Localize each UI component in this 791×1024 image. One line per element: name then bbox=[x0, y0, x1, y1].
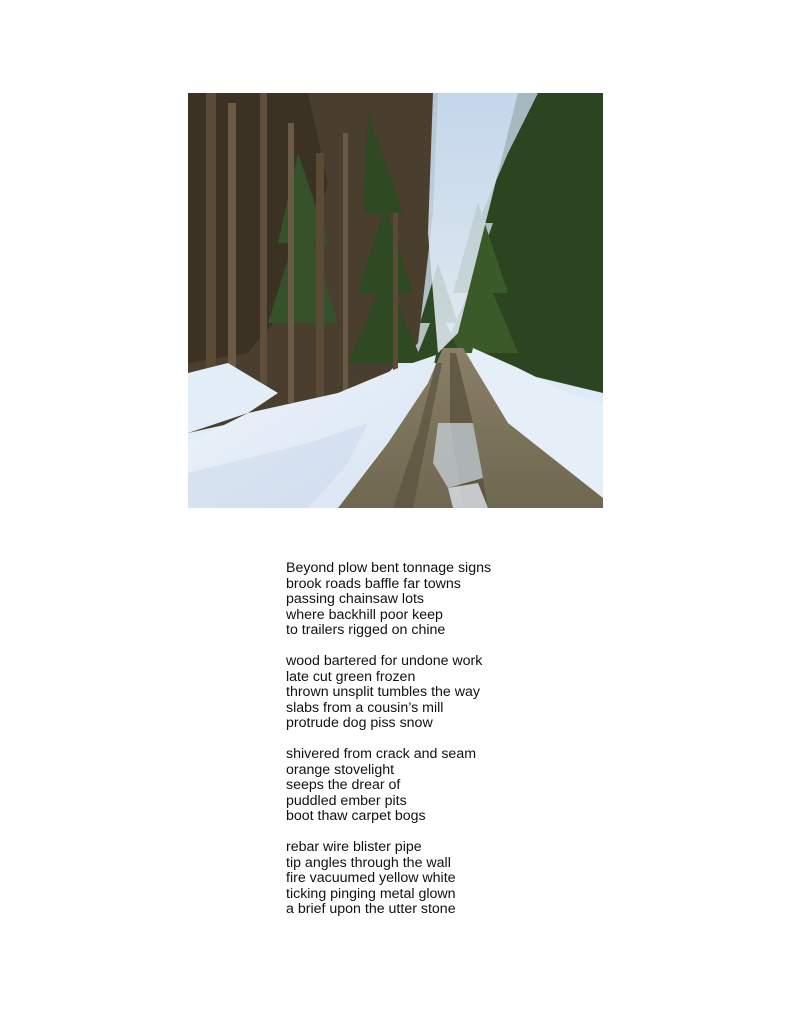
poem-line: passing chainsaw lots bbox=[286, 591, 425, 607]
winter-road-photo bbox=[188, 93, 603, 508]
stanza-2 bbox=[286, 654, 646, 732]
poem-line: to trailers rigged on chine bbox=[286, 622, 446, 638]
poem-line: Beyond plow bent tonnage signs bbox=[286, 560, 492, 576]
poem-line: rebar wire blister pipe bbox=[286, 839, 422, 855]
stanza-1 bbox=[286, 561, 646, 639]
poem-line: slabs from a cousin’s mill bbox=[286, 699, 444, 716]
poem-line: shivered from crack and seam bbox=[286, 746, 477, 762]
poem-line: fire vacuumed yellow white bbox=[286, 870, 456, 886]
poem bbox=[286, 561, 646, 933]
poem-line: seeps the drear of bbox=[286, 777, 401, 793]
stanza-3 bbox=[286, 747, 646, 825]
poem-line: late cut green frozen bbox=[286, 668, 416, 685]
poem-line: ticking pinging metal glown bbox=[286, 885, 456, 902]
poem-line: a brief upon the utter stone bbox=[286, 901, 456, 917]
poem-line: orange stovelight bbox=[286, 761, 395, 778]
poem-line: tip angles through the wall bbox=[286, 854, 451, 871]
poem-line: puddled ember pits bbox=[286, 792, 407, 809]
poem-line: wood bartered for undone work bbox=[286, 653, 483, 669]
poem-line: boot thaw carpet bogs bbox=[286, 808, 426, 824]
stanza-4 bbox=[286, 840, 646, 918]
poem-line: thrown unsplit tumbles the way bbox=[286, 684, 480, 700]
poem-line: protrude dog piss snow bbox=[286, 715, 433, 731]
winter-road-photo-icon bbox=[188, 93, 603, 508]
poem-line: brook roads baffle far towns bbox=[286, 575, 461, 592]
poem-line: where backhill poor keep bbox=[286, 606, 443, 623]
